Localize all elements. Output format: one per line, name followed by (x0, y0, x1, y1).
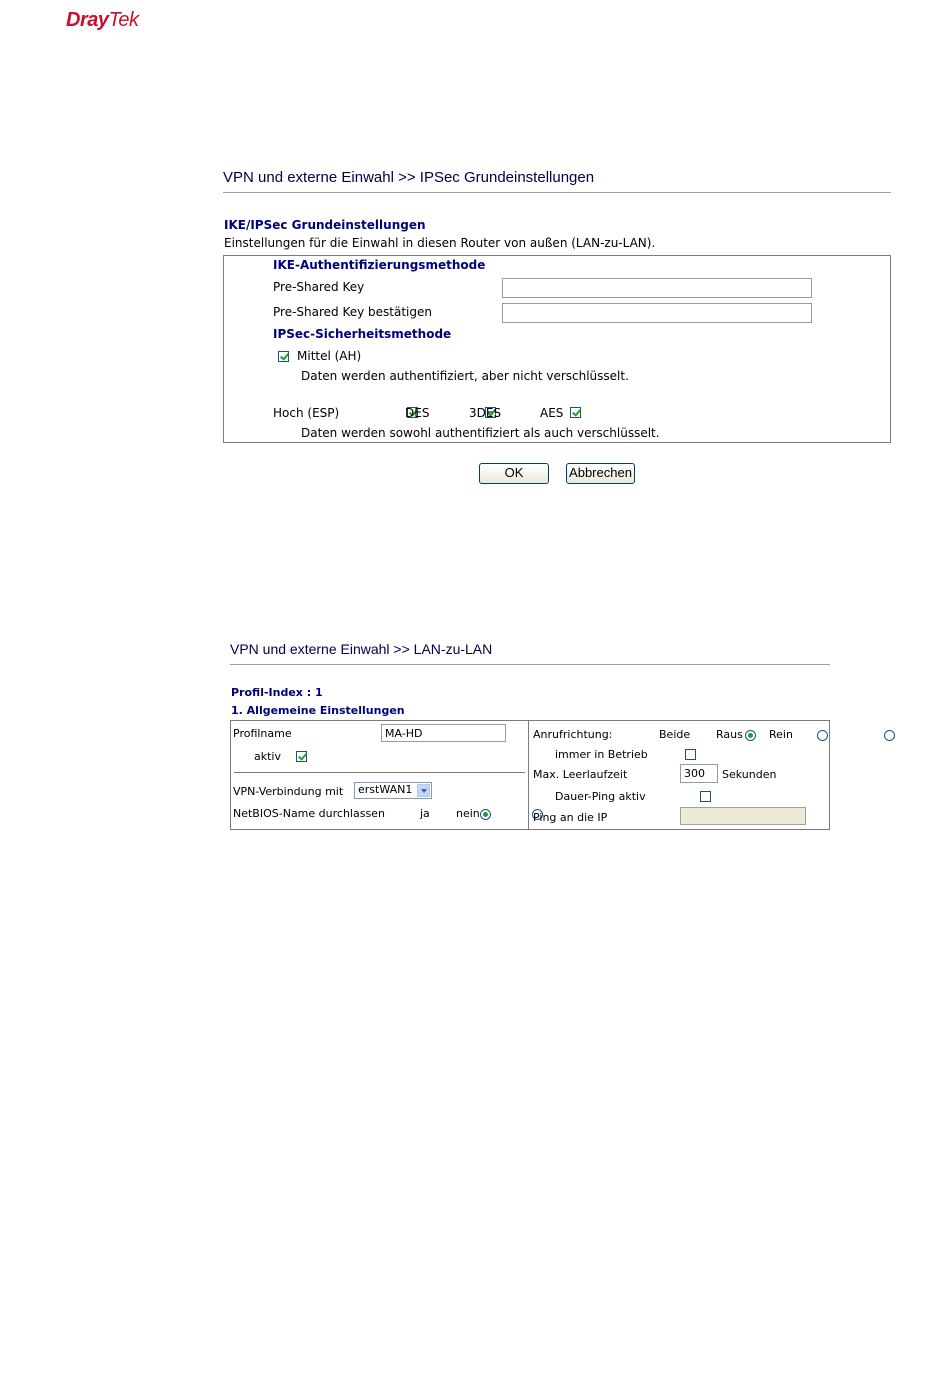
vpn-connection-select[interactable]: erstWAN1 (354, 782, 432, 799)
active-label: aktiv (254, 750, 281, 763)
draytek-logo: DrayTek (66, 9, 139, 31)
permanent-ping-label: Dauer-Ping aktiv (555, 790, 646, 803)
call-out-radio[interactable] (817, 730, 828, 741)
profile-name-label: Profilname (233, 727, 292, 740)
high-esp-label: Hoch (ESP) (273, 406, 340, 420)
always-on-label: immer in Betrieb (555, 748, 648, 761)
section-description: Einstellungen für die Einwahl in diesen Router von außen (LAN-zu-LAN). (224, 236, 656, 250)
call-direction-label: Anrufrichtung: (533, 728, 613, 741)
aes-label: AES (540, 406, 564, 420)
netbios-yes-label: ja (420, 807, 430, 820)
profile-name-input[interactable] (381, 724, 506, 742)
call-both-radio[interactable] (745, 730, 756, 741)
idle-time-input[interactable] (680, 764, 718, 783)
high-esp-description: Daten werden sowohl authentifiziert als auch verschlüsselt. (301, 426, 660, 440)
ipsec-method-heading: IPSec-Sicherheitsmethode (273, 327, 452, 341)
call-out-label: Raus (716, 728, 743, 741)
left-row-divider (234, 772, 525, 773)
psk-confirm-input[interactable] (502, 303, 812, 323)
psk-input[interactable] (502, 278, 812, 298)
always-on-checkbox[interactable] (685, 749, 696, 760)
profile-index: Profil-Index : 1 (231, 686, 323, 699)
permanent-ping-checkbox[interactable] (700, 791, 711, 802)
des-label: DES (405, 406, 430, 420)
chevron-down-icon[interactable] (417, 784, 430, 797)
page-title-lan-to-lan: VPN und externe Einwahl >> LAN-zu-LAN (230, 641, 493, 657)
aes-checkbox[interactable] (570, 407, 581, 418)
page-title-ipsec: VPN und externe Einwahl >> IPSec Grundeinstellungen (223, 169, 595, 186)
call-in-label: Rein (769, 728, 793, 741)
vpn-connection-label: VPN-Verbindung mit (233, 785, 344, 798)
ike-auth-heading: IKE-Authentifizierungsmethode (273, 258, 486, 272)
active-checkbox[interactable] (296, 751, 307, 762)
3des-label: 3DES (469, 406, 502, 420)
call-in-radio[interactable] (884, 730, 895, 741)
title-divider-2 (230, 664, 830, 665)
section-title-general: 1. Allgemeine Einstellungen (231, 704, 405, 717)
ok-button[interactable]: OK (479, 463, 549, 484)
idle-time-unit: Sekunden (722, 768, 777, 781)
medium-ah-description: Daten werden authentifiziert, aber nicht verschlüsselt. (301, 369, 629, 383)
cancel-button[interactable]: Abbrechen (566, 463, 635, 484)
netbios-label: NetBIOS-Name durchlassen (233, 807, 385, 820)
title-divider (223, 192, 891, 193)
medium-ah-checkbox[interactable] (278, 351, 289, 362)
medium-ah-label: Mittel (AH) (297, 349, 362, 363)
psk-label: Pre-Shared Key (273, 280, 365, 294)
panel-column-divider (528, 721, 529, 829)
call-both-label: Beide (659, 728, 691, 741)
ping-ip-input[interactable] (680, 807, 806, 825)
idle-time-label: Max. Leerlaufzeit (533, 768, 628, 781)
section-title-ike-ipsec: IKE/IPSec Grundeinstellungen (224, 218, 426, 232)
psk-confirm-label: Pre-Shared Key bestätigen (273, 305, 432, 319)
netbios-no-label: nein (456, 807, 480, 820)
ping-ip-label: Ping an die IP (533, 811, 608, 824)
